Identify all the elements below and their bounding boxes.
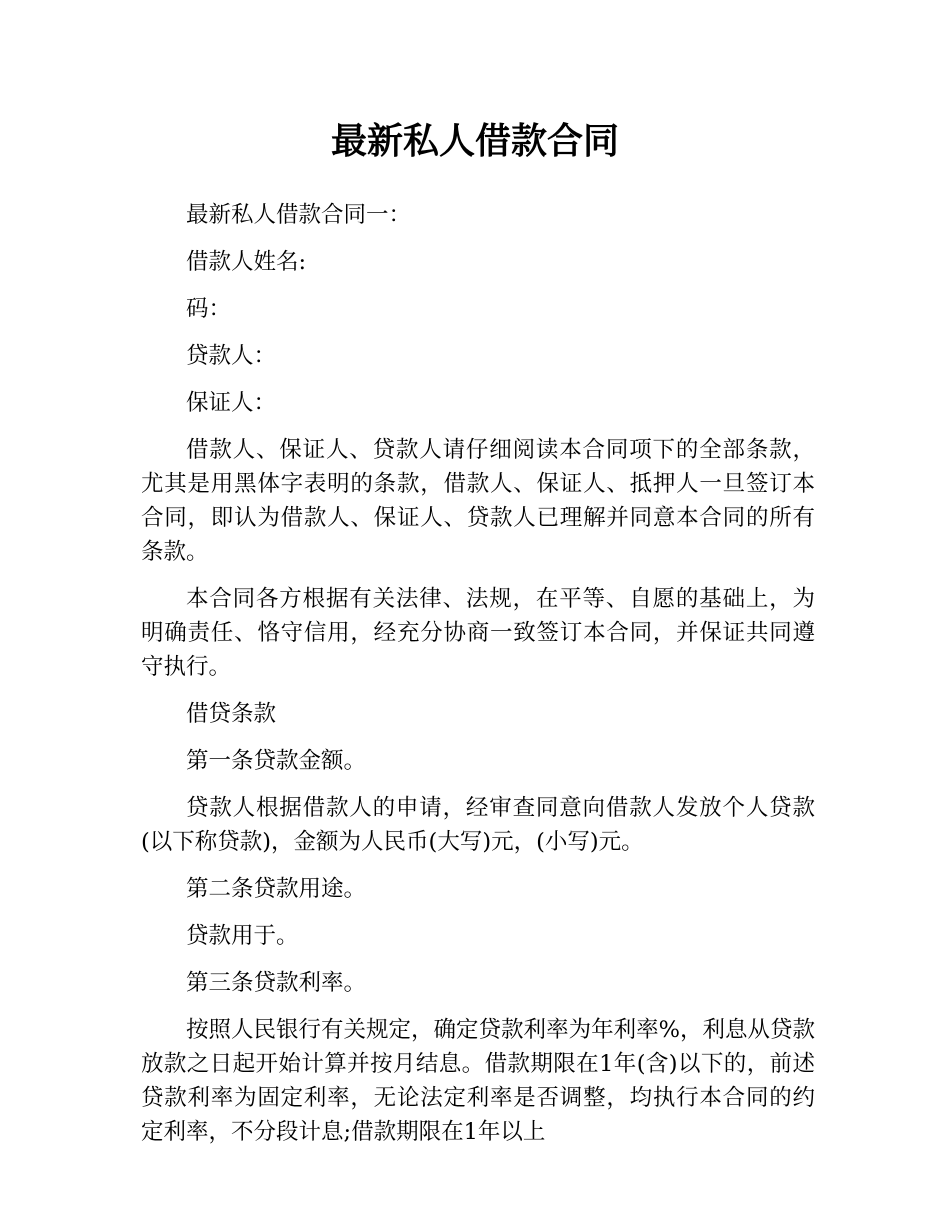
document-body [141,198,815,1162]
paragraph-code: 码： [186,296,232,322]
paragraph-article-two-heading: 第二条贷款用途。 [186,876,367,902]
paragraph-borrower-name: 借款人姓名: [186,249,307,275]
paragraph-notice: 借款人、保证人、贷款人请仔细阅读本合同项下的全部条款，尤其是用黑体字表明的条款，借款人、保证人、抵押人一旦签订本合同，即认为借款人、保证人、贷款人已理解并同意本合同的所有条款。 [141,437,815,565]
document-title: 最新私人借款合同 [330,121,619,162]
paragraph-lender: 贷款人： [186,343,277,369]
paragraph-article-one-heading: 第一条贷款金额。 [186,748,367,774]
paragraph-article-two-body: 贷款用于。 [186,923,299,949]
paragraph-article-one-body: 贷款人根据借款人的申请，经审查同意向借款人发放个人贷款(以下称贷款)，金额为人民币(大写)元，(小写)元。 [141,795,815,855]
paragraph-guarantor: 保证人： [186,390,277,416]
paragraph-heading-contract-one: 最新私人借款合同一： [186,202,412,228]
paragraph-loan-terms-heading: 借贷条款 [186,701,277,727]
paragraph-article-three-heading: 第三条贷款利率。 [186,970,367,996]
paragraph-article-three-body: 按照人民银行有关规定，确定贷款利率为年利率%，利息从贷款放款之日起开始计算并按月结息。借款期限在1年(含)以下的，前述贷款利率为固定利率，无论法定利率是否调整，均执行本合同的约定利率，不分段计息;借款期限在1年以上 [141,1017,815,1145]
paragraph-agreement-basis: 本合同各方根据有关法律、法规，在平等、自愿的基础上，为明确责任、恪守信用，经充分协商一致签订本合同，并保证共同遵守执行。 [141,586,815,680]
